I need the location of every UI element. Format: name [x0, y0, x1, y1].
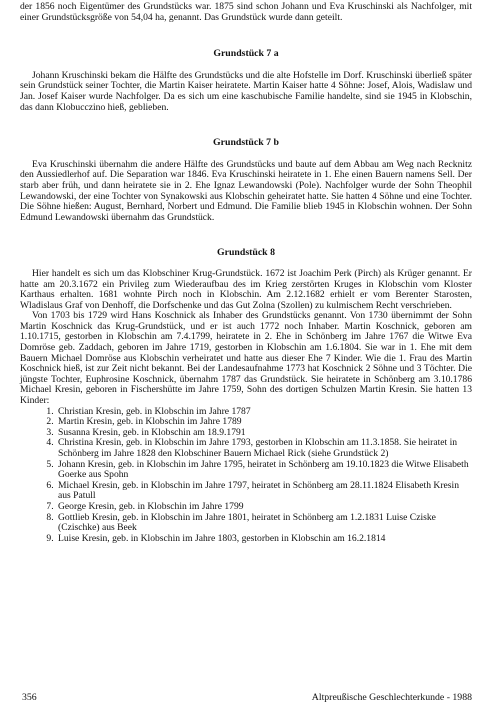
- section-heading: Grundstück 8: [217, 247, 275, 259]
- children-list: [20, 407, 472, 545]
- list-item: 6. Michael Kresin, geb. in Klobschin im Jahre 1797, heiratet in Schönberg am 28.11.1824 Elisabeth Kresin aus Patull: [56, 481, 472, 502]
- list-item: 8. Gottlieb Kresin, geb. in Klobschin im Jahre 1801, heiratet in Schönberg am 1.2.1831 Luise Cziske (Czischke) aus Beek: [56, 513, 472, 534]
- list-item: 7. George Kresin, geb. in Klobschin im Jahre 1799: [56, 502, 472, 513]
- journal-title: Altpreußische Geschlechterkunde - 1988: [311, 692, 472, 703]
- list-item: 1. Christian Kresin, geb. in Klobschin im Jahre 1787: [56, 407, 472, 418]
- list-item: 5. Johann Kresin, geb. in Klobschin im Jahre 1795, heiratet in Schönberg am 19.10.1823 die Witwe Elisabeth Goerke aus Spohn: [56, 460, 472, 481]
- section-grundstueck-7a: [20, 49, 472, 113]
- list-item: 3. Susanna Kresin, geb. in Klobschin am 18.9.1791: [56, 428, 472, 439]
- page-footer: [22, 693, 472, 704]
- list-item: 9. Luise Kresin, geb. in Klobschin im Jahre 1803, gestorben in Klobschin am 16.2.1814: [56, 534, 472, 545]
- section-paragraph: Von 1703 bis 1729 wird Hans Koschnick als Inhaber des Grundstücks genannt. Von 1730 übernimmt der Sohn Martin Koschnick das Krug-Grundstück, und er ist auch 1772 noch Inhaber. Martin Koschnick, geboren am 1.10.1715, gestorben in Klobschin am 7.4.1799, heiratete in 2. Ehe in Schönberg im Jahre 1767 die Witwe Eva Domröse geb. Zaddach, geboren im Jahre 1719, gestorben in Klobschin am 1.6.1804. Sie war in 1. Ehe mit dem Bauern Michael Domröse aus Klobschin verheiratet und hatte aus dieser Ehe 7 Kinder. Wie die 1. Frau des Martin Koschnick hieß, ist zur Zeit nicht bekannt. Bei der Landesaufnahme 1773 hat Koschnick 2 Söhne und 3 Töchter. Die jüngste Tochter, Euphrosine Koschnick, übernahm 1787 das Grundstück. Sie heiratete in Schönberg am 3.10.1786 Michael Kresin, geboren in Fischershütte im Jahre 1759, Sohn des dortigen Schulzen Martin Kresin. Sie hatten 13 Kinder:: [20, 310, 472, 407]
- section-heading: Grundstück 7 b: [213, 137, 279, 149]
- page-number: 356: [22, 692, 37, 703]
- section-heading: Grundstück 7 a: [213, 48, 279, 60]
- list-item: 2. Martin Kresin, geb. in Klobschin im Jahre 1789: [56, 417, 472, 428]
- section-paragraph: Hier handelt es sich um das Klobschiner Krug-Grundstück. 1672 ist Joachim Perk (Pirch) als Krüger genannt. Er hatte am 20.3.1672 ein Privileg zum Wiederaufbau des im Krieg zerstörten Kruges in Klobschin vom Kloster Karthaus erhalten. 1681 wohnte Pirch noch in Klobschin. Am 2.12.1682 erhielt er vom Berenter Starosten, Wladislaus Graf von Denhoff, die Dorfschenke und das Gut Zolna (Szollen) zu kulmischem Recht verschrieben.: [20, 267, 472, 311]
- section-paragraph: Johann Kruschinski bekam die Hälfte des Grundstücks und die alte Hofstelle im Dorf. Kruschinski überließ später sein Grundstück seiner Tochter, die Martin Kaiser heiratete. Martin Kaiser hatte 4 Söhne: Josef, Alois, Wadislaw und Jan. Josef Kaiser wurde Nachfolger. Da es sich um eine kaschubische Familie handelte, sind sie 1945 in Klobschin, das dann Klobucczino hieß, geblieben.: [20, 69, 472, 113]
- document-page: [20, 2, 472, 544]
- section-grundstueck-8: [20, 248, 472, 544]
- section-paragraph: Eva Kruschinski übernahm die andere Hälfte des Grundstücks und baute auf dem Abbau am Weg nach Recknitz den Aussiedlerhof auf. Die Separation war 1846. Eva Kruschinski heiratete in 1. Ehe einen Bauern namens Sell. Der starb aber früh, und dann heiratete sie in 2. Ehe Ignaz Lewandowski (Pole). Nachfolger wurde der Sohn Theophil Lewandowski, der eine Tochter von Synakowski aus Klobschin geheiratet hatte. Sie hatten 4 Söhne und eine Tochter. Die Söhne hießen: August, Bernhard, Norbert und Edmund. Die Familie blieb 1945 in Klobschin wohnen. Der Sohn Edmund Lewandowski übernahm das Grundstück.: [20, 158, 472, 223]
- intro-paragraph: der 1856 noch Eigentümer des Grundstücks war. 1875 sind schon Johann und Eva Kruschinski als Nachfolger, mit einer Grundstücksgröße von 54,04 ha, genannt. Das Grundstück wurde dann geteilt.: [20, 1, 472, 23]
- section-grundstueck-7b: [20, 138, 472, 223]
- list-item: 4. Christina Kresin, geb. in Klobschin im Jahre 1793, gestorben in Klobschin am 11.3.1858. Sie heiratet in Schönberg im Jahre 1828 den Klobschiner Bauern Michael Rick (siehe Grundstück 2): [56, 438, 472, 459]
